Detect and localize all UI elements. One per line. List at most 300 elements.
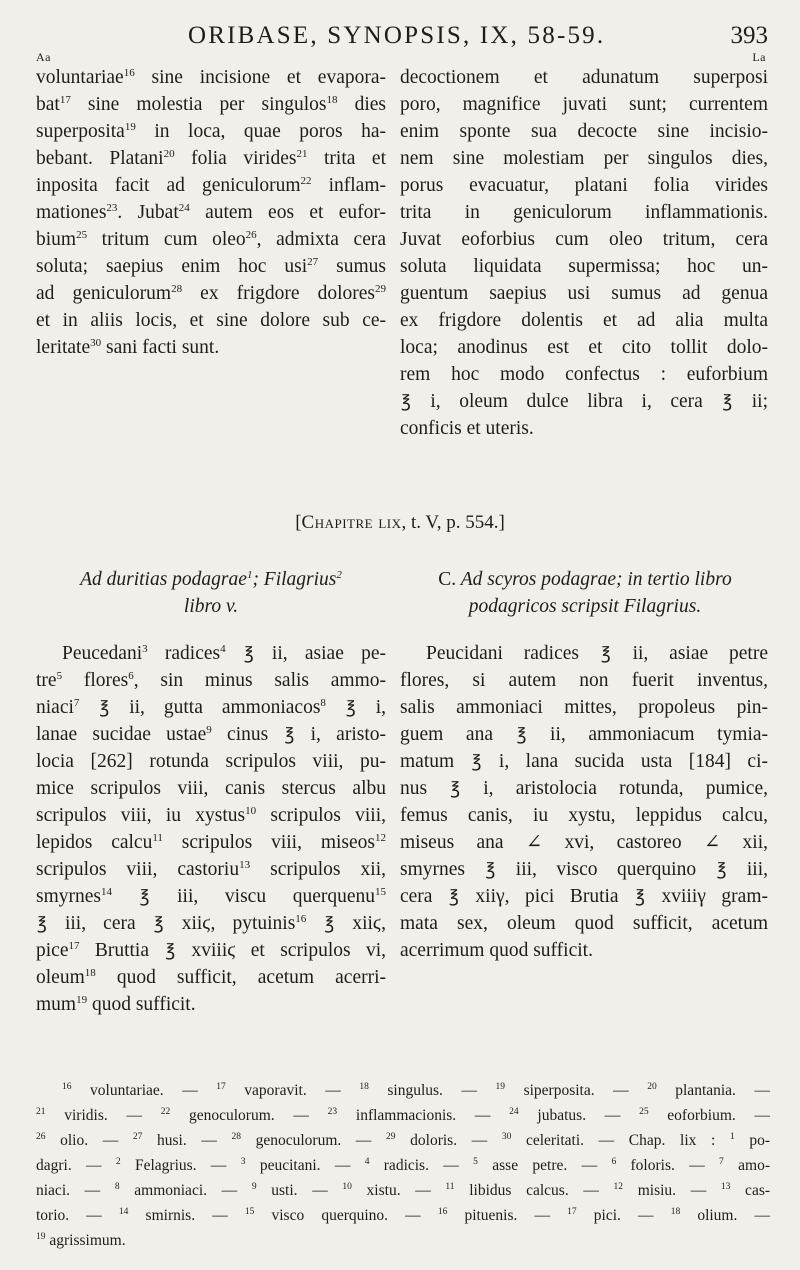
text-run: flores, si autem non fuerit inventus,: [400, 670, 768, 691]
text-run: olio. —: [45, 1132, 133, 1149]
text-line: [400, 91, 768, 118]
section-heading-left: [36, 566, 386, 620]
footnote-ref: 1: [729, 1132, 735, 1142]
footnote-ref: 29: [375, 283, 386, 295]
text-line: [400, 640, 768, 667]
text-run: i, aristolocia rotunda, pumice,: [461, 778, 768, 799]
footnote-ref: 22: [300, 175, 312, 187]
text-run: oleum: [36, 967, 85, 988]
text-run: i, lana sucida usta [184] ci-: [482, 751, 768, 772]
text-run: superposita: [36, 121, 125, 142]
text-line: [400, 829, 768, 856]
chapter-right-column: [400, 640, 768, 964]
text-run: ii, asiae pe-: [254, 643, 386, 664]
text-run: femus canis, iu xystu, leppidus calcu,: [400, 805, 768, 826]
text-run: iii, viscu querquenu: [150, 886, 376, 907]
footnote-ref: 11: [445, 1182, 455, 1192]
footnote-ref: 28: [171, 283, 183, 295]
text-run: niaci: [36, 697, 74, 718]
text-line: [36, 1153, 770, 1178]
heading-left-part-a: Ad duritias podagrae: [80, 569, 247, 590]
uncia-symbol-icon: ℥: [243, 644, 254, 663]
text-line: [36, 199, 386, 226]
text-line: [36, 748, 386, 775]
text-run: acerrimum quod sufficit.: [400, 940, 593, 961]
text-line: [400, 883, 768, 910]
text-run: lepidos calcu: [36, 832, 153, 853]
text-run: inflammacionis. —: [337, 1107, 510, 1124]
heading-right-text: Ad scyros podagrae; in tertio libro: [456, 569, 732, 590]
text-run: iii, visco querquino: [496, 859, 716, 880]
heading-left-line-2: libro v.: [183, 596, 239, 617]
footnote-ref: 22: [160, 1107, 171, 1117]
uncia-symbol-icon: ℥: [99, 698, 110, 717]
text-run: doloris. —: [395, 1132, 502, 1149]
footnote-ref: 28: [231, 1132, 241, 1142]
text-run: scripulos xii,: [250, 859, 386, 880]
text-line: [36, 334, 386, 361]
text-run: guem ana: [400, 724, 516, 745]
heading-left-part-b: ; Filagrius: [252, 569, 337, 590]
text-run: ex frigdore dolentis et ad alia multa: [400, 310, 768, 331]
footnote-ref: 20: [163, 148, 175, 160]
text-line: [400, 748, 768, 775]
footnote-ref: 16: [437, 1207, 448, 1217]
text-run: usti. —: [256, 1182, 343, 1199]
chapter-bracket: [: [295, 512, 302, 533]
text-run: in loca, quae poros ha-: [135, 121, 386, 142]
uncia-symbol-icon: ℥: [600, 644, 611, 663]
footnote-ref: 25: [639, 1107, 649, 1117]
text-line: [36, 964, 386, 991]
text-run: inposita facit ad geniculorum: [36, 175, 301, 196]
text-line: [400, 937, 768, 964]
text-run: asse petre. —: [477, 1157, 612, 1174]
text-run: scripulos viii, castoriu: [36, 859, 240, 880]
footnote-ref: 14: [118, 1207, 129, 1217]
footnote-ref: 18: [84, 967, 96, 979]
text-run: scripulos viii,: [256, 805, 386, 826]
text-run: jubatus. —: [518, 1107, 640, 1124]
uncia-symbol-icon: ℥: [516, 725, 527, 744]
text-line: [400, 334, 768, 361]
text-run: Bruttia: [79, 940, 165, 961]
text-line: [36, 802, 386, 829]
footnote-ref: 5: [56, 670, 63, 682]
text-run: i, aristo-: [295, 724, 386, 745]
footnote-ref: 13: [239, 859, 251, 871]
text-run: conficis et uteris.: [400, 418, 534, 439]
text-line: [36, 775, 386, 802]
footnote-ref: 21: [36, 1107, 46, 1117]
text-run: xviiiϛ et scripulos vi,: [176, 940, 386, 961]
text-run: iii,: [727, 859, 768, 880]
text-line: [36, 1128, 770, 1153]
text-line: [36, 253, 386, 280]
text-run: decoctionem et adunatum superposi: [400, 67, 768, 88]
text-run: sine molestia per singulos: [70, 94, 327, 115]
uncia-symbol-icon: ℥: [284, 725, 295, 744]
text-run: bat: [36, 94, 60, 115]
signature-right: La: [752, 50, 766, 64]
text-run: ii, ammoniacum tymia-: [527, 724, 769, 745]
footnote-ref: 24: [178, 202, 190, 214]
text-run: rem hoc modo confectus : euforbium: [400, 364, 768, 385]
footnote-ref: 20: [647, 1082, 657, 1092]
text-line: [36, 64, 386, 91]
text-run: sine incisione et evapora-: [134, 67, 386, 88]
footnote-ref: 4: [364, 1157, 370, 1167]
text-line: [400, 694, 768, 721]
text-line: [36, 640, 386, 667]
text-run: genoculorum. —: [170, 1107, 328, 1124]
uncia-symbol-icon: ℥: [153, 914, 164, 933]
text-line: [400, 802, 768, 829]
text-line: [400, 280, 768, 307]
text-run: trita et: [307, 148, 387, 169]
footnote-ref: 23: [327, 1107, 338, 1117]
footnote-ref: 24: [509, 1107, 519, 1117]
text-run: soluta liquidata supermissa; hoc un-: [400, 256, 768, 277]
text-run: peucitani. —: [245, 1157, 365, 1174]
text-line: [36, 883, 386, 910]
text-run: mata sex, oleum quod sufficit, acetum: [400, 913, 768, 934]
text-run: cinus: [211, 724, 284, 745]
text-run: plantania. —: [656, 1082, 770, 1099]
heading-right-line-2: podagricos scripsit Filagrius.: [468, 596, 702, 617]
text-run: matum: [400, 751, 471, 772]
text-line: [400, 667, 768, 694]
text-run: voluntariae. —: [71, 1082, 217, 1099]
text-run: poro, magnifice juvati sunt; currentem: [400, 94, 768, 115]
footnote-ref: 2: [336, 569, 342, 581]
text-run: vaporavit. —: [225, 1082, 360, 1099]
footnote-ref: 16: [62, 1082, 72, 1092]
uncia-symbol-icon: ℥: [324, 914, 335, 933]
footnote-ref: 17: [216, 1082, 226, 1092]
footnote-ref: 29: [386, 1132, 396, 1142]
uncia-symbol-icon: ℥: [37, 914, 47, 933]
text-line: [36, 721, 386, 748]
text-run: Peucedani: [62, 643, 143, 664]
text-run: dies: [337, 94, 386, 115]
footnote-ref: 9: [251, 1182, 257, 1192]
text-run: quod sufficit, acetum acerri-: [95, 967, 386, 988]
footnote-ref: 23: [106, 202, 118, 214]
chapter-left-column: [36, 640, 386, 1018]
text-run: bebant. Platani: [36, 148, 164, 169]
uncia-symbol-icon: ℥: [165, 941, 176, 960]
text-line: [400, 64, 768, 91]
text-run: eoforbium. —: [648, 1107, 770, 1124]
text-run: misiu. —: [623, 1182, 721, 1199]
text-run: [226, 643, 243, 664]
text-line: [36, 937, 386, 964]
text-run: flores: [62, 670, 129, 691]
text-run: amo-: [723, 1157, 770, 1174]
text-run: radices: [147, 643, 221, 664]
text-run: xviiiγ gram-: [645, 886, 768, 907]
text-run: visco querquino. —: [254, 1207, 438, 1224]
text-run: iii, cera: [47, 913, 153, 934]
text-run: tre: [36, 670, 57, 691]
text-run: torio. —: [36, 1207, 119, 1224]
text-line: [36, 1228, 770, 1253]
text-run: tritum cum oleo: [87, 229, 246, 250]
uncia-symbol-icon: ℥: [139, 887, 150, 906]
text-run: singulus. —: [368, 1082, 496, 1099]
footnote-ref: 7: [73, 697, 80, 709]
uncia-symbol-icon: ℥: [716, 860, 727, 879]
chapter-reference: , t. V, p. 554.]: [401, 512, 505, 533]
footnote-ref: 14: [101, 886, 112, 898]
text-run: niaci. —: [36, 1182, 115, 1199]
text-run: celeritati. — Chap. lix :: [511, 1132, 730, 1149]
text-run: genoculorum. —: [240, 1132, 387, 1149]
signature-left: Aa: [36, 50, 51, 64]
text-line: [36, 667, 386, 694]
footnote-ref: 21: [296, 148, 308, 160]
footnote-ref: 12: [613, 1182, 624, 1192]
text-run: xiiϛ,: [335, 913, 386, 934]
text-run: ii, asiae petre: [611, 643, 768, 664]
text-run: agrissimum.: [45, 1232, 126, 1249]
text-line: [400, 172, 768, 199]
footnote-ref: 27: [132, 1132, 143, 1142]
uncia-symbol-icon: ℥: [450, 779, 461, 798]
footnote-ref: 17: [68, 940, 80, 952]
uncia-symbol-icon: ℥: [401, 392, 411, 411]
footnote-ref: 18: [326, 94, 338, 106]
text-line: [36, 172, 386, 199]
footnote-ref: 11: [152, 832, 163, 844]
text-run: mice scripulos viii, canis stercus albu: [36, 778, 386, 799]
uncia-symbol-icon: ℥: [449, 887, 459, 906]
text-run: nem sine molestiam per singulos dies,: [400, 148, 768, 169]
text-line: [36, 856, 386, 883]
la-text-column: [400, 64, 768, 442]
text-run: voluntariae: [36, 67, 124, 88]
text-run: sumus: [318, 256, 386, 277]
footnote-ref: 26: [245, 229, 257, 241]
footnote-ref: 10: [342, 1182, 352, 1192]
aa-text-column: [36, 64, 386, 361]
text-run: locia [262] rotunda scripulos viii, pu-: [36, 751, 386, 772]
text-line: [36, 226, 386, 253]
footnote-ref: 6: [611, 1157, 617, 1167]
footnote-ref: 2: [115, 1157, 121, 1167]
footnote-ref: 8: [114, 1182, 120, 1192]
text-line: [400, 118, 768, 145]
text-line: [36, 694, 386, 721]
footnote-ref: 27: [307, 256, 319, 268]
text-run: lanae sucidae ustae: [36, 724, 207, 745]
text-run: dagri. —: [36, 1157, 116, 1174]
text-line: [36, 991, 386, 1018]
text-run: ad geniculorum: [36, 283, 172, 304]
uncia-symbol-icon: ℥: [345, 698, 356, 717]
text-line: [400, 721, 768, 748]
text-run: et in aliis locis, et sine dolore sub ce-: [36, 310, 386, 331]
text-run: , sin minus salis ammo-: [133, 670, 386, 691]
footnote-ref: 18: [359, 1082, 369, 1092]
heading-left-line-1: [36, 566, 386, 593]
text-run: pituenis. —: [447, 1207, 568, 1224]
text-run: [306, 913, 323, 934]
footnote-ref: 15: [375, 886, 387, 898]
footnote-ref: 1: [246, 569, 253, 581]
text-run: folia virides: [174, 148, 297, 169]
text-line: [400, 856, 768, 883]
heading-right-letter: C.: [438, 569, 457, 590]
footnote-ref: 12: [375, 832, 386, 844]
text-run: xiiϛ, pytuinis: [164, 913, 296, 934]
running-head: [0, 22, 800, 58]
text-run: libidus calcus. —: [454, 1182, 614, 1199]
footnote-ref: 10: [245, 805, 257, 817]
text-run: trita in geniculorum inflammationis.: [400, 202, 768, 223]
footnote-ref: 3: [240, 1157, 246, 1167]
footnote-ref: 7: [719, 1157, 724, 1167]
text-line: [400, 307, 768, 334]
text-line: [400, 361, 768, 388]
text-run: po-: [734, 1132, 770, 1149]
footnote-ref: 15: [244, 1207, 255, 1217]
text-run: sani facti sunt.: [101, 337, 220, 358]
uncia-symbol-icon: ℥: [635, 887, 645, 906]
footnote-ref: 19: [495, 1082, 506, 1092]
text-line: [36, 1103, 770, 1128]
footnote-ref: 30: [90, 337, 102, 349]
text-line: [36, 118, 386, 145]
text-run: miseus ana ∠ xvi, castoreo ∠ xii,: [400, 832, 768, 853]
uncia-symbol-icon: ℥: [722, 392, 733, 411]
text-run: ii, gutta ammoniacos: [110, 697, 321, 718]
text-line: [36, 307, 386, 334]
footnote-ref: 5: [473, 1157, 478, 1167]
text-run: smirnis. —: [128, 1207, 245, 1224]
text-line: [400, 145, 768, 172]
footnote-ref: 3: [142, 643, 148, 655]
text-run: ex frigdore dolores: [182, 283, 375, 304]
text-line: [36, 1178, 770, 1203]
text-line: [400, 388, 768, 415]
chapter-heading: [0, 512, 800, 534]
text-run: cas-: [730, 1182, 771, 1199]
footnote-ref: 26: [36, 1132, 46, 1142]
footnote-ref: 17: [59, 94, 71, 106]
text-run: . Jubat: [117, 202, 179, 223]
text-line: [36, 91, 386, 118]
text-run: mationes: [36, 202, 107, 223]
text-run: husi. —: [142, 1132, 232, 1149]
text-run: loca; anodinus est et cito tollit dolo-: [400, 337, 768, 358]
footnote-ref: 8: [320, 697, 326, 709]
text-run: ammoniaci. —: [119, 1182, 252, 1199]
footnote-ref: 19: [76, 994, 88, 1006]
text-line: [36, 1203, 770, 1228]
text-run: quod sufficit.: [87, 994, 196, 1015]
text-run: ii;: [733, 391, 768, 412]
text-run: radicis. —: [369, 1157, 474, 1174]
text-run: Felagrius. —: [120, 1157, 241, 1174]
text-run: scripulos viii, miseos: [162, 832, 375, 853]
text-line: [400, 226, 768, 253]
text-run: smyrnes: [400, 859, 485, 880]
text-run: i, oleum dulce libra i, cera: [411, 391, 722, 412]
text-run: foloris. —: [616, 1157, 720, 1174]
text-run: guentum saepius usi sumus ad genua: [400, 283, 768, 304]
text-run: mum: [36, 994, 77, 1015]
text-run: cera: [400, 886, 449, 907]
text-run: , admixta cera: [256, 229, 386, 250]
text-run: scripulos viii, iu xystus: [36, 805, 246, 826]
text-line: [36, 910, 386, 937]
text-run: pice: [36, 940, 69, 961]
text-run: enim sponte sua decocte sine incisio-: [400, 121, 768, 142]
text-run: i,: [356, 697, 387, 718]
text-line: [400, 253, 768, 280]
footnote-ref: 25: [76, 229, 88, 241]
footnote-ref: 30: [501, 1132, 512, 1142]
text-line: [36, 145, 386, 172]
footnote-ref: 4: [220, 643, 226, 655]
uncia-symbol-icon: ℥: [471, 752, 482, 771]
footnote-ref: 16: [295, 913, 307, 925]
text-run: porus evacuatur, platani folia virides: [400, 175, 768, 196]
text-run: pici. —: [576, 1207, 671, 1224]
text-run: soluta; saepius enim hoc usi: [36, 256, 308, 277]
text-run: xiiγ, pici Brutia: [459, 886, 635, 907]
footnote-ref: 16: [123, 67, 135, 79]
text-run: salis ammoniaci mittes, propoleus pin-: [400, 697, 768, 718]
text-line: [36, 280, 386, 307]
text-run: smyrnes: [36, 886, 101, 907]
text-run: bium: [36, 229, 77, 250]
text-line: [400, 910, 768, 937]
text-run: viridis. —: [45, 1107, 161, 1124]
text-run: autem eos et eufor-: [189, 202, 386, 223]
text-line: [36, 829, 386, 856]
footnote-ref: 9: [206, 724, 212, 736]
text-line: [400, 199, 768, 226]
text-run: xistu. —: [351, 1182, 446, 1199]
footnote-ref: 17: [567, 1207, 577, 1217]
chapter-label: Chapitre lix: [301, 512, 402, 533]
text-line: [36, 1078, 770, 1103]
text-run: [326, 697, 345, 718]
text-run: olium. —: [680, 1207, 770, 1224]
text-run: Juvat eoforbius cum oleo tritum, cera: [400, 229, 768, 250]
uncia-symbol-icon: ℥: [485, 860, 496, 879]
text-run: inflam-: [311, 175, 386, 196]
text-line: [400, 775, 768, 802]
footnote-ref: 6: [128, 670, 134, 682]
text-run: [112, 886, 139, 907]
footnote-ref: 13: [720, 1182, 731, 1192]
footnote-ref: 19: [124, 121, 136, 133]
footnote-ref: 19: [36, 1232, 46, 1242]
text-run: leritate: [36, 337, 91, 358]
running-title: ORIBASE, SYNOPSIS, IX, 58-59.: [188, 22, 606, 49]
footnotes: [36, 1078, 770, 1253]
text-run: siperposita. —: [505, 1082, 648, 1099]
section-heading-right: [400, 566, 770, 620]
text-run: [79, 697, 98, 718]
text-run: nus: [400, 778, 450, 799]
page-number: 393: [730, 22, 768, 49]
text-line: [400, 415, 768, 442]
